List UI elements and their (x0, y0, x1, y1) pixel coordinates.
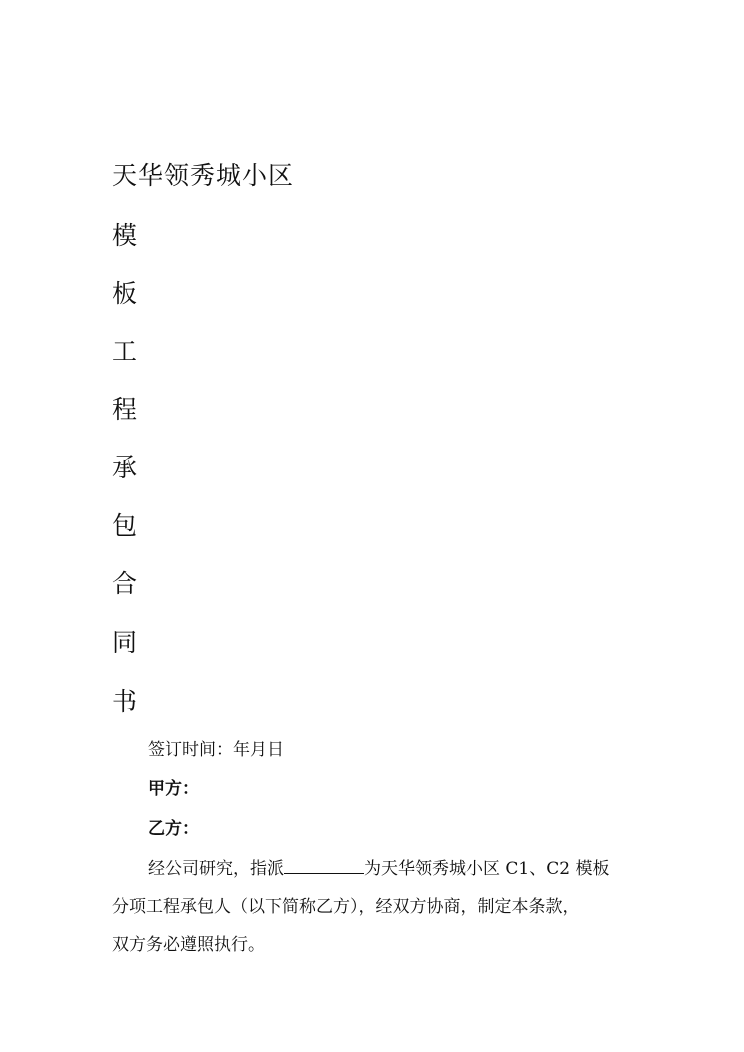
vertical-title-char: 工 (112, 337, 138, 366)
vertical-title-char: 板 (112, 279, 138, 308)
paragraph-line-2: 分项工程承包人（以下简称乙方），经双方协商，制定本条款， (112, 897, 580, 917)
paragraph-line-1 (148, 855, 609, 881)
vertical-title-char: 同 (112, 628, 138, 657)
sign-time: 签订时间：年月日 (148, 740, 284, 760)
vertical-title-char: 承 (112, 453, 138, 482)
party-b-label: 乙方： (148, 819, 199, 839)
party-a-label: 甲方： (148, 779, 199, 799)
vertical-title-char: 书 (112, 687, 138, 716)
document-title: 天华领秀城小区 (112, 161, 295, 190)
appointee-blank (284, 855, 364, 874)
vertical-title-char: 包 (112, 511, 138, 540)
vertical-title-char: 模 (112, 221, 138, 250)
vertical-title-char: 合 (112, 569, 138, 598)
paragraph-line-1-start: 经公司研究，指派 (148, 859, 284, 879)
vertical-title-char: 程 (112, 395, 138, 424)
paragraph-line-3: 双方务必遵照执行。 (112, 935, 265, 955)
paragraph-line-1-end: 为天华领秀城小区 C1、C2 模板 (364, 859, 610, 879)
